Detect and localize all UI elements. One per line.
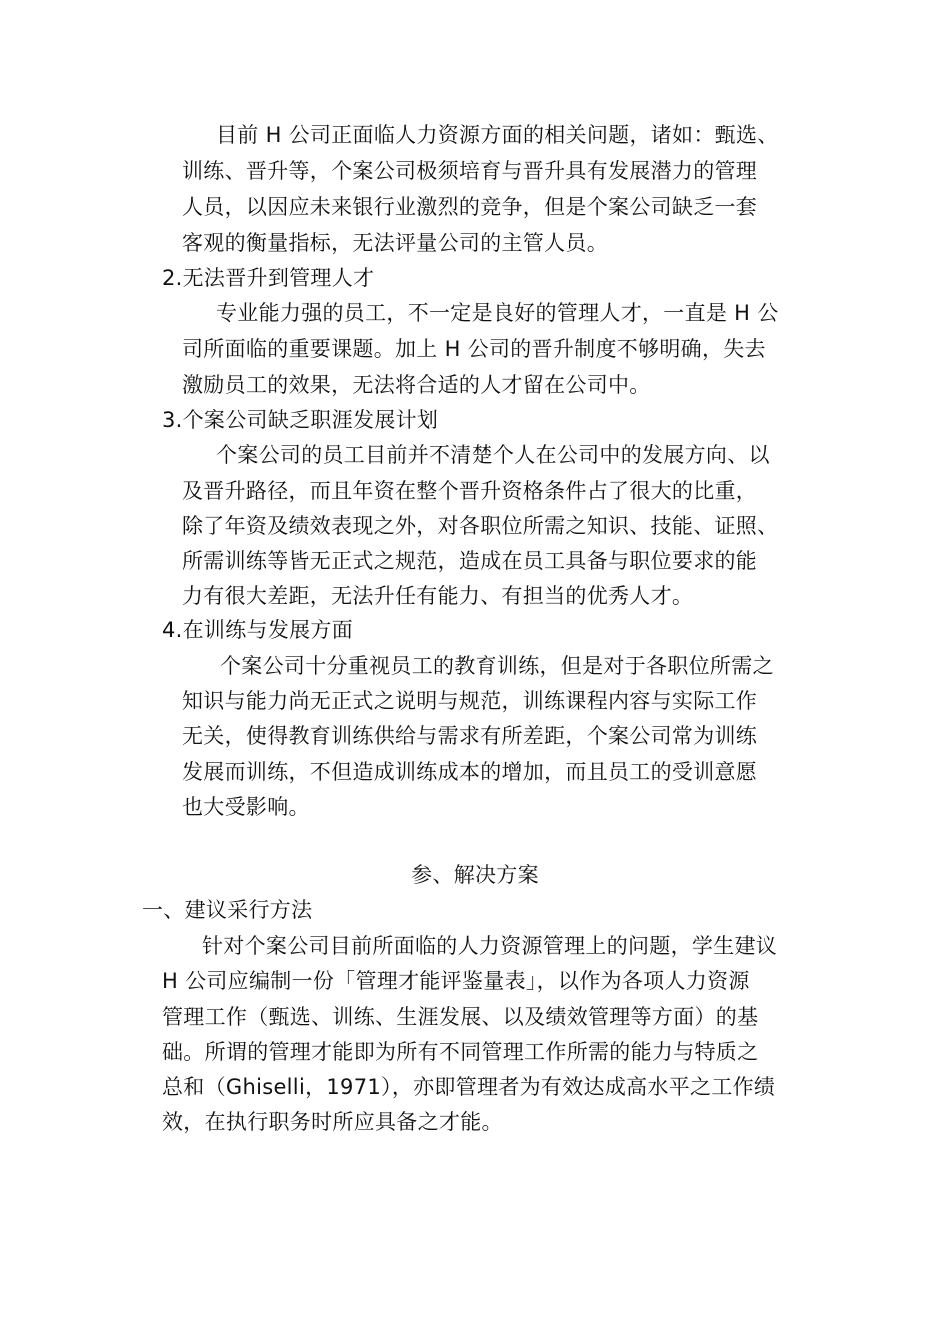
paragraph-line: 人员，以因应未来银行业激烈的竞争，但是个案公司缺乏一套 bbox=[182, 195, 758, 219]
list-heading: 3.个案公司缺乏职涯发展计划 bbox=[162, 408, 439, 432]
paragraph-line: 训练、晋升等，个案公司极须培育与晋升具有发展潜力的管理 bbox=[182, 159, 758, 183]
paragraph-line: 个案公司的员工目前并不清楚个人在公司中的发展方向、以 bbox=[216, 443, 770, 467]
paragraph-line: 客观的衡量指标，无法评量公司的主管人员。 bbox=[182, 231, 608, 255]
paragraph-line: 总和（Ghiselli，1971），亦即管理者为有效达成高水平之工作绩 bbox=[162, 1075, 776, 1099]
paragraph-line: 所需训练等皆无正式之规范，造成在员工具备与职位要求的能 bbox=[182, 549, 758, 573]
paragraph-line: 知识与能力尚无正式之说明与规范，训练课程内容与实际工作 bbox=[182, 689, 758, 713]
section-subheading: 一、建议采行方法 bbox=[142, 898, 313, 922]
list-heading: 2.无法晋升到管理人才 bbox=[162, 266, 375, 290]
paragraph-line: 针对个案公司目前所面临的人力资源管理上的问题，学生建议 bbox=[202, 934, 778, 958]
section-title: 参、解决方案 bbox=[411, 863, 539, 887]
paragraph-line: 专业能力强的员工，不一定是良好的管理人才，一直是 H 公 bbox=[216, 301, 779, 325]
paragraph-line: 激励员工的效果，无法将合适的人才留在公司中。 bbox=[182, 373, 651, 397]
paragraph-line: 础。所谓的管理才能即为所有不同管理工作所需的能力与特质之 bbox=[162, 1040, 759, 1064]
paragraph-line: 司所面临的重要课题。加上 H 公司的晋升制度不够明确，失去 bbox=[182, 337, 766, 361]
paragraph-line: 管理工作（甄选、训练、生涯发展、以及绩效管理等方面）的基 bbox=[162, 1005, 759, 1029]
paragraph-line: 效，在执行职务时所应具备之才能。 bbox=[162, 1110, 503, 1134]
list-heading: 4.在训练与发展方面 bbox=[162, 618, 354, 642]
paragraph-line: 个案公司十分重视员工的教育训练，但是对于各职位所需之 bbox=[220, 654, 774, 678]
paragraph-line: 目前 H 公司正面临人力资源方面的相关问题，诸如：甄选、 bbox=[216, 123, 779, 147]
paragraph-line: 除了年资及绩效表现之外，对各职位所需之知识、技能、证照、 bbox=[182, 514, 779, 538]
paragraph-line: 发展而训练，不但造成训练成本的增加，而且员工的受训意愿 bbox=[182, 760, 758, 784]
paragraph-line: 无关，使得教育训练供给与需求有所差距，个案公司常为训练 bbox=[182, 724, 758, 748]
paragraph-line: 力有很大差距，无法升任有能力、有担当的优秀人才。 bbox=[182, 584, 694, 608]
paragraph-line: 也大受影响。 bbox=[182, 795, 310, 819]
paragraph-line: 及晋升路径，而且年资在整个晋升资格条件占了很大的比重， bbox=[182, 479, 758, 503]
paragraph-line: H 公司应编制一份「管理才能评鉴量表」，以作为各项人力资源 bbox=[162, 969, 750, 993]
